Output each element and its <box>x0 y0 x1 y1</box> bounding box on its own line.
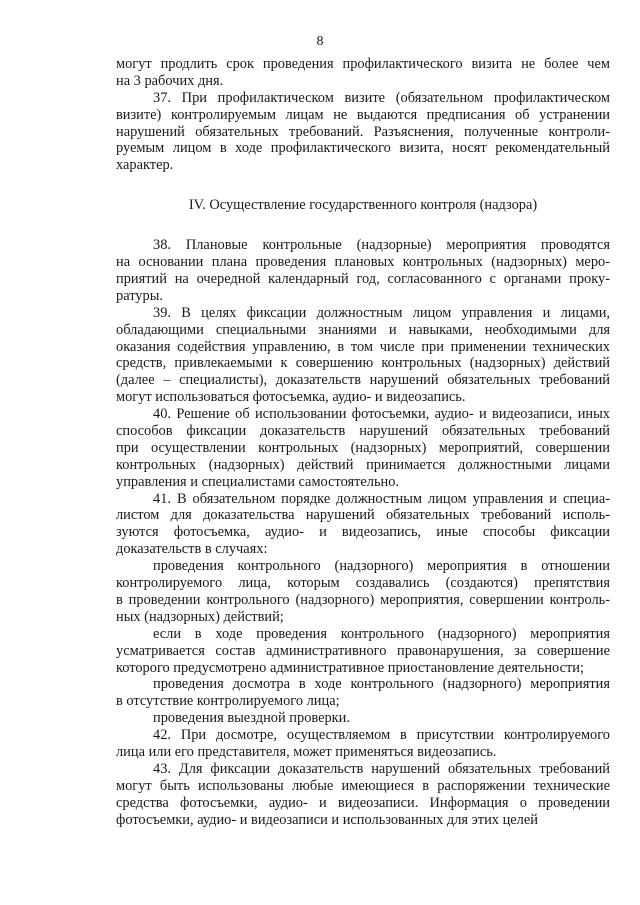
text-line: контролируемого лица, которым создавались (создаются) препятствия <box>116 575 610 592</box>
paragraph-p37 <box>116 90 610 174</box>
text-line: приятий на очередной календарный год, согласованного с органами проку- <box>116 271 610 288</box>
text-line: при осуществлении контрольных (надзорных) мероприятий, совершении <box>116 439 610 456</box>
text-line: могут продлить срок проведения профилактического визита не более чем <box>116 56 610 72</box>
text-line: ных (надзорных) действий; <box>116 608 284 625</box>
paragraph-p40 <box>116 406 610 490</box>
text-line: могут быть использованы любые имеющиеся в распоряжении технические <box>116 777 610 794</box>
text-line: проведения контрольного (надзорного) мероприятия в отношении <box>153 558 610 575</box>
text-line: обладающими специальными знаниями и навыками, необходимыми для <box>116 321 610 338</box>
text-line: 38. Плановые контрольные (надзорные) мероприятия проводятся <box>153 237 610 254</box>
paragraphs-before-heading <box>116 56 610 174</box>
text-line: проведения выездной проверки. <box>153 710 350 727</box>
document-body <box>116 56 610 828</box>
text-line: 41. В обязательном порядке должностным лицом управления и специа- <box>153 490 610 507</box>
text-line: управления и специалистами самостоятельно. <box>116 473 400 490</box>
text-line: средства фотосъемки, аудио- и видеозаписи. Информация о проведении <box>116 794 610 811</box>
paragraph-p41-b <box>116 626 610 677</box>
text-line: если в ходе проведения контрольного (надзорного) мероприятия <box>153 625 610 642</box>
paragraph-p38 <box>116 237 610 305</box>
text-line: контрольных (надзорных) действий принимается должностными лицами <box>116 456 610 473</box>
section-heading: IV. Осуществление государственного контроля (надзора) <box>188 197 538 214</box>
text-line: фотосъемки, аудио- и видеозаписи и использованных для этих целей <box>116 811 538 828</box>
text-line: ратуры. <box>116 287 163 304</box>
text-line: 42. При досмотре, осуществляемом в присутствии контролируемого <box>153 727 610 744</box>
text-line: 39. В целях фиксации должностным лицом управления и лицами, <box>153 304 610 321</box>
paragraph-p41-d <box>116 710 610 727</box>
text-line: на основании плана проведения плановых контрольных (надзорных) меро- <box>116 254 610 271</box>
paragraph-p36-cont <box>116 56 610 90</box>
text-line: зуются фотосъемка, аудио- и видеозапись, иные способы фиксации <box>116 524 610 541</box>
text-line: усматривается состав административного правонарушения, за совершение <box>116 642 610 659</box>
text-line: лица или его представителя, может применяться видеозапись. <box>116 743 497 760</box>
text-line: 37. При профилактическом визите (обязательном профилактическом <box>153 89 610 106</box>
text-line: доказательств в случаях: <box>116 541 268 558</box>
page-number: 8 <box>316 34 324 49</box>
text-line: нарушений обязательных требований. Разъяснения, полученные контроли- <box>116 123 610 140</box>
text-line: в проведении контрольного (надзорного) мероприятия, совершении контроль- <box>116 591 610 608</box>
paragraphs-after-heading <box>116 237 610 828</box>
text-line: оказания содействия управлению, в том числе при применении технических <box>116 338 610 355</box>
paragraph-p41-c <box>116 676 610 710</box>
paragraph-p43 <box>116 761 610 829</box>
text-line: проведения досмотра в ходе контрольного (надзорного) мероприятия <box>153 676 610 693</box>
text-line: в отсутствие контролируемого лица; <box>116 693 340 710</box>
paragraph-p42 <box>116 727 610 761</box>
paragraph-p39 <box>116 305 610 406</box>
text-line: способов фиксации доказательств нарушений обязательных требований <box>116 423 610 440</box>
text-line: 40. Решение об использовании фотосъемки, аудио- и видеозаписи, иных <box>153 406 610 423</box>
text-line: руемым лицом в ходе профилактического визита, носят рекомендательный <box>116 140 610 157</box>
text-line: (далее – специалисты), доказательств нарушений обязательных требований <box>116 372 610 389</box>
paragraph-p41 <box>116 491 610 559</box>
text-line: характер. <box>116 157 174 174</box>
text-line: 43. Для фиксации доказательств нарушений обязательных требований <box>153 760 610 777</box>
text-line: которого предусмотрено административное приостановление деятельности; <box>116 659 584 676</box>
text-line: листом для доказательства нарушений обязательных требований исполь- <box>116 507 610 524</box>
text-line: визите) контролируемым лицам не выдаются предписания об устранении <box>116 106 610 123</box>
text-line: средств, привлекаемыми к совершению контрольных (надзорных) действий <box>116 355 610 372</box>
paragraph-p41-a <box>116 558 610 626</box>
text-line: на 3 рабочих дня. <box>116 72 224 89</box>
text-line: могут использоваться фотосъемка, аудио- и видеозапись. <box>116 389 466 406</box>
